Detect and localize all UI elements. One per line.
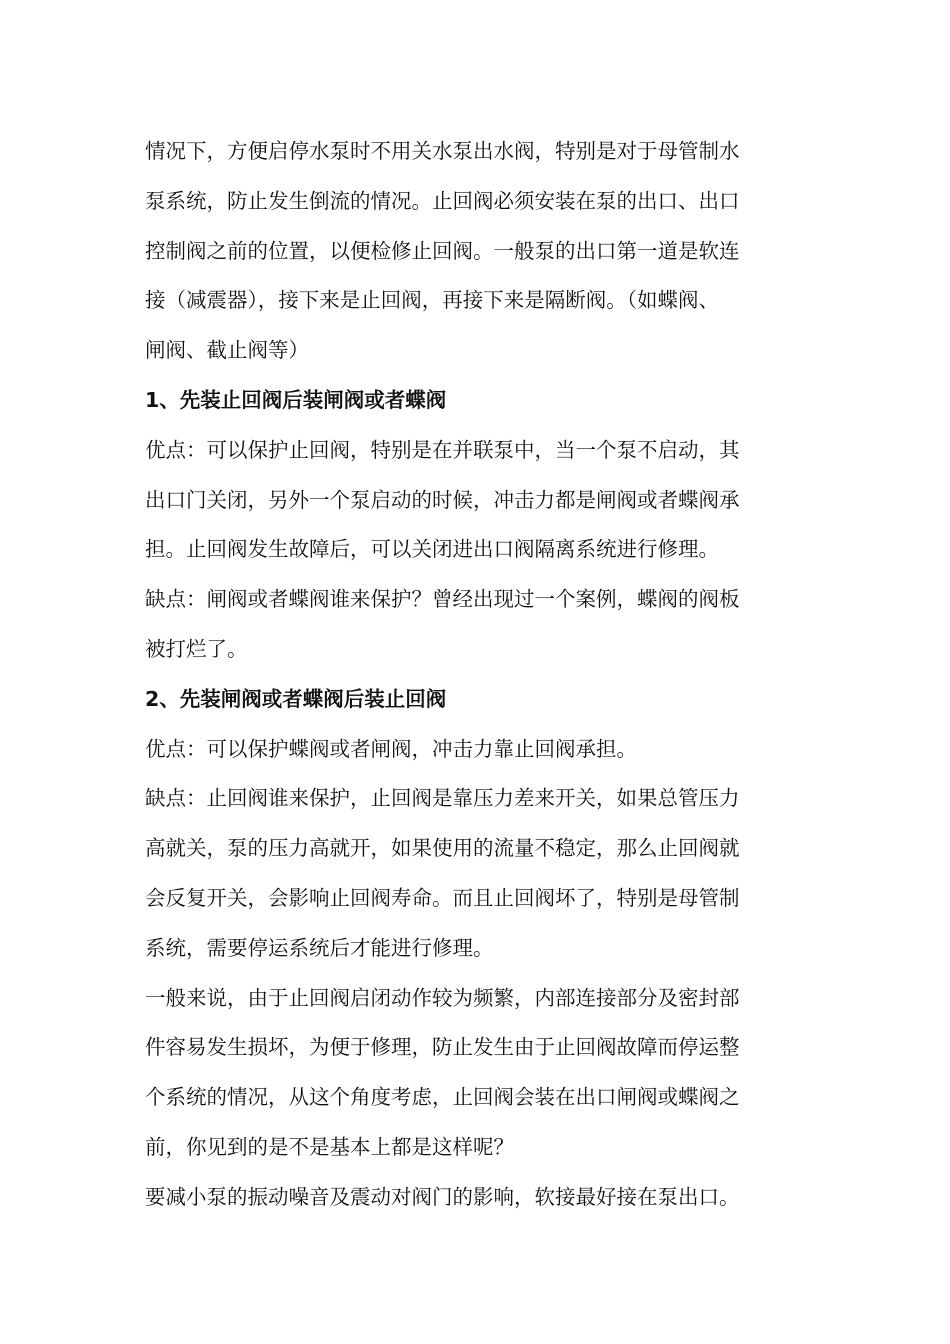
text-line-16: 会反复开关，会影响止回阀寿命。而且止回阀坏了，特别是母管制 bbox=[145, 885, 740, 910]
text-line-19: 件容易发生损坏，为便于修理，防止发生由于止回阀故障而停运整 bbox=[145, 1035, 740, 1060]
text-line-20: 个系统的情况，从这个角度考虑，止回阀会装在出口闸阀或蝶阀之 bbox=[145, 1085, 740, 1110]
text-line-22: 要减小泵的振动噪音及震动对阀门的影响，软接最好接在泵出口。 bbox=[145, 1184, 740, 1209]
text-line-3: 控制阀之前的位置，以便检修止回阀。一般泵的出口第一道是软连 bbox=[145, 238, 740, 263]
text-line-11: 被打烂了。 bbox=[145, 636, 248, 661]
text-line-18: 一般来说，由于止回阀启闭动作较为频繁，内部连接部分及密封部 bbox=[145, 985, 740, 1010]
text-line-5: 闸阀、截止阀等） bbox=[145, 338, 309, 363]
text-line-10: 缺点：闸阀或者蝶阀谁来保护？曾经出现过一个案例，蝶阀的阀板 bbox=[145, 587, 740, 612]
text-line-14: 缺点：止回阀谁来保护，止回阀是靠压力差来开关，如果总管压力 bbox=[145, 786, 740, 811]
text-line-7: 优点：可以保护止回阀，特别是在并联泵中，当一个泵不启动，其 bbox=[145, 437, 740, 462]
text-line-2: 泵系统，防止发生倒流的情况。止回阀必须安装在泵的出口、出口 bbox=[145, 188, 740, 213]
text-line-1: 情况下，方便启停水泵时不用关水泵出水阀，特别是对于母管制水 bbox=[145, 139, 740, 163]
document-body bbox=[145, 127, 815, 1223]
text-line-17: 系统，需要停运系统后才能进行修理。 bbox=[145, 935, 494, 960]
text-line-9: 担。止回阀发生故障后，可以关闭进出口阀隔离系统进行修理。 bbox=[145, 537, 719, 562]
section-heading-2: 2、先装闸阀或者蝶阀后装止回阀 bbox=[145, 686, 447, 711]
text-line-13: 优点：可以保护蝶阀或者闸阀，冲击力靠止回阀承担。 bbox=[145, 736, 637, 761]
text-line-15: 高就关，泵的压力高就开，如果使用的流量不稳定，那么止回阀就 bbox=[145, 836, 740, 861]
text-line-21: 前，你见到的是不是基本上都是这样呢？ bbox=[145, 1134, 514, 1159]
text-line-8: 出口门关闭，另外一个泵启动的时候，冲击力都是闸阀或者蝶阀承 bbox=[145, 487, 740, 512]
section-heading-1: 1、先装止回阀后装闸阀或者蝶阀 bbox=[145, 387, 447, 412]
text-line-4: 接（减震器），接下来是止回阀，再接下来是隔断阀。（如蝶阀、 bbox=[145, 288, 719, 313]
